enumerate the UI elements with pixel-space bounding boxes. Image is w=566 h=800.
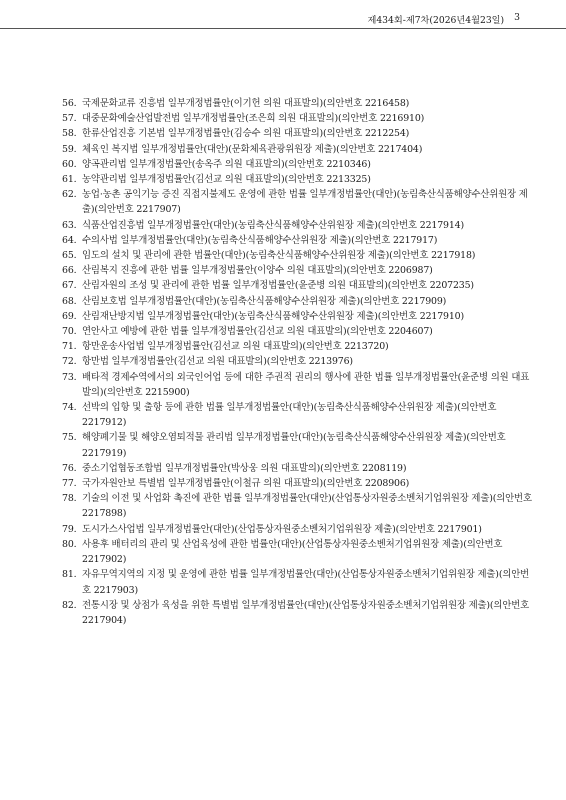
item-number: 57. [62,113,77,125]
item-number: 73. [62,371,77,383]
list-item [62,126,536,141]
item-text: 도시가스사업법 일부개정법률안(대안)(산업통상자원중소벤처기업위원장 제출)(의안번호 2217901) [82,523,482,535]
item-number: 69. [62,310,77,322]
list-item [62,567,536,597]
item-text: 농약관리법 일부개정법률안(김선교 의원 대표발의)(의안번호 2213325) [82,174,371,186]
item-number: 75. [62,432,77,444]
item-text: 체육인 복지법 일부개정법률안(대안)(문화체육관광위원장 제출)(의안번호 2217404) [82,143,423,155]
list-item [62,218,536,233]
list-item [62,461,536,476]
item-number: 82. [62,599,77,611]
item-number: 56. [62,98,77,109]
item-text: 기술의 이전 및 사업화 촉진에 관한 법률 일부개정법률안(대안)(산업통상자원중소벤처기업위원장 제출)(의안번호 2217898) [82,493,532,520]
item-number: 74. [62,402,77,414]
item-text: 임도의 설치 및 관리에 관한 법률안(대안)(농림축산식품해양수산위원장 제출)(의안번호 2217918) [82,250,476,262]
item-number: 80. [62,538,77,550]
list-item [62,142,536,157]
list-item [62,370,536,400]
list-item [62,430,536,460]
item-text: 산림복지 진흥에 관한 법률 일부개정법률안(이양수 의원 대표발의)(의안번호 2206987) [82,265,433,277]
item-text: 항만운송사업법 일부개정법률안(김선교 의원 대표발의)(의안번호 2213720) [82,341,389,353]
item-text: 해양폐기물 및 해양오염퇴적물 관리법 일부개정법률안(대안)(농림축산식품해양수산위원장 제출)(의안번호 2217919) [82,432,506,459]
list-item [62,248,536,263]
item-text: 선박의 입항 및 출항 등에 관한 법률 일부개정법률안(대안)(농림축산식품해양수산위원장 제출)(의안번호 2217912) [82,402,497,429]
item-text: 연안사고 예방에 관한 법률 일부개정법률안(김선교 의원 대표발의)(의안번호 2204607) [82,326,433,338]
item-number: 78. [62,493,77,505]
item-text: 사용후 배터리의 관리 및 산업육성에 관한 법률안(대안)(산업통상자원중소벤처기업위원장 제출)(의안번호 2217902) [82,538,503,566]
item-text: 산림보호법 일부개정법률안(대안)(농림축산식품해양수산위원장 제출)(의안번호 2217909) [82,295,447,307]
item-number: 58. [62,128,77,140]
item-text: 국제문화교류 진흥법 일부개정법률안(이기헌 의원 대표발의)(의안번호 2216458) [82,98,410,109]
item-number: 72. [62,356,77,368]
item-number: 62. [62,189,77,201]
session-info: 제434회-제7차(2026년4월23일) [367,15,505,26]
list-item [62,522,536,537]
item-number: 64. [62,234,77,246]
list-item [62,278,536,293]
item-text: 수의사법 일부개정법률안(대안)(농림축산식품해양수산위원장 제출)(의안번호 2217917) [82,234,438,246]
bill-list [62,96,536,628]
item-text: 산림재난방지법 일부개정법률안(대안)(농림축산식품해양수산위원장 제출)(의안번호 2217910) [82,310,464,322]
item-text: 항만법 일부개정법률안(김선교 의원 대표발의)(의안번호 2213976) [82,356,353,368]
list-item [62,339,536,354]
item-text: 전통시장 및 상점가 육성을 위한 특별법 일부개정법률안(대안)(산업통상자원중소벤처기업위원장 제출)(의안번호 2217904) [82,599,530,626]
list-item [62,476,536,491]
list-item [62,294,536,309]
item-text: 국가자원안보 특별법 일부개정법률안(이철규 의원 대표발의)(의안번호 2208906) [82,478,410,490]
item-text: 중소기업협동조합법 일부개정법률안(박상웅 의원 대표발의)(의안번호 2208119) [82,462,407,474]
item-number: 81. [62,569,77,581]
list-item [62,157,536,172]
list-item [62,233,536,248]
item-text: 한류산업진흥 기본법 일부개정법률안(김승수 의원 대표발의)(의안번호 2212254) [82,128,410,140]
list-item [62,96,536,111]
item-number: 77. [62,478,77,490]
item-text: 배타적 경제수역에서의 외국인어업 등에 대한 주권적 권리의 행사에 관한 법률 일부개정법률안(윤준병 의원 대표발의)(의안번호 2215900) [82,371,530,398]
item-number: 79. [62,523,77,535]
list-item [62,172,536,187]
item-number: 66. [62,265,77,277]
item-text: 식품산업진흥법 일부개정법률안(대안)(농림축산식품해양수산위원장 제출)(의안번호 2217914) [82,219,464,231]
item-text: 농업·농촌 공익기능 증진 직접지불제도 운영에 관한 법률 일부개정법률안(대안)(농림축산식품해양수산위원장 제출)(의안번호 2217907) [82,189,528,216]
item-text: 자유무역지역의 지정 및 운영에 관한 법률 일부개정법률안(대안)(산업통상자원중소벤처기업위원장 제출)(의안번호 2217903) [82,569,530,596]
header-rule [0,28,566,29]
list-item [62,598,536,628]
item-number: 65. [62,250,77,262]
item-number: 67. [62,280,77,292]
item-number: 71. [62,341,77,353]
item-number: 61. [62,174,77,186]
list-item [62,400,536,430]
item-text: 양곡관리법 일부개정법률안(송옥주 의원 대표발의)(의안번호 2210346) [82,158,371,170]
item-number: 60. [62,158,77,170]
item-number: 63. [62,219,77,231]
item-number: 59. [62,143,77,155]
item-number: 76. [62,462,77,474]
list-item [62,309,536,324]
item-number: 68. [62,295,77,307]
item-number: 70. [62,326,77,338]
list-item [62,263,536,278]
list-item [62,111,536,126]
item-text: 산림자원의 조성 및 관리에 관한 법률 일부개정법률안(윤준병 의원 대표발의)(의안번호 2207235) [82,280,474,292]
list-item [62,354,536,369]
page-number: 3 [514,12,520,23]
item-text: 대중문화예술산업발전법 일부개정법률안(조은희 의원 대표발의)(의안번호 2216910) [82,113,425,125]
list-item [62,537,536,567]
list-item [62,491,536,521]
list-item [62,324,536,339]
list-item [62,187,536,217]
page-header [367,12,520,26]
